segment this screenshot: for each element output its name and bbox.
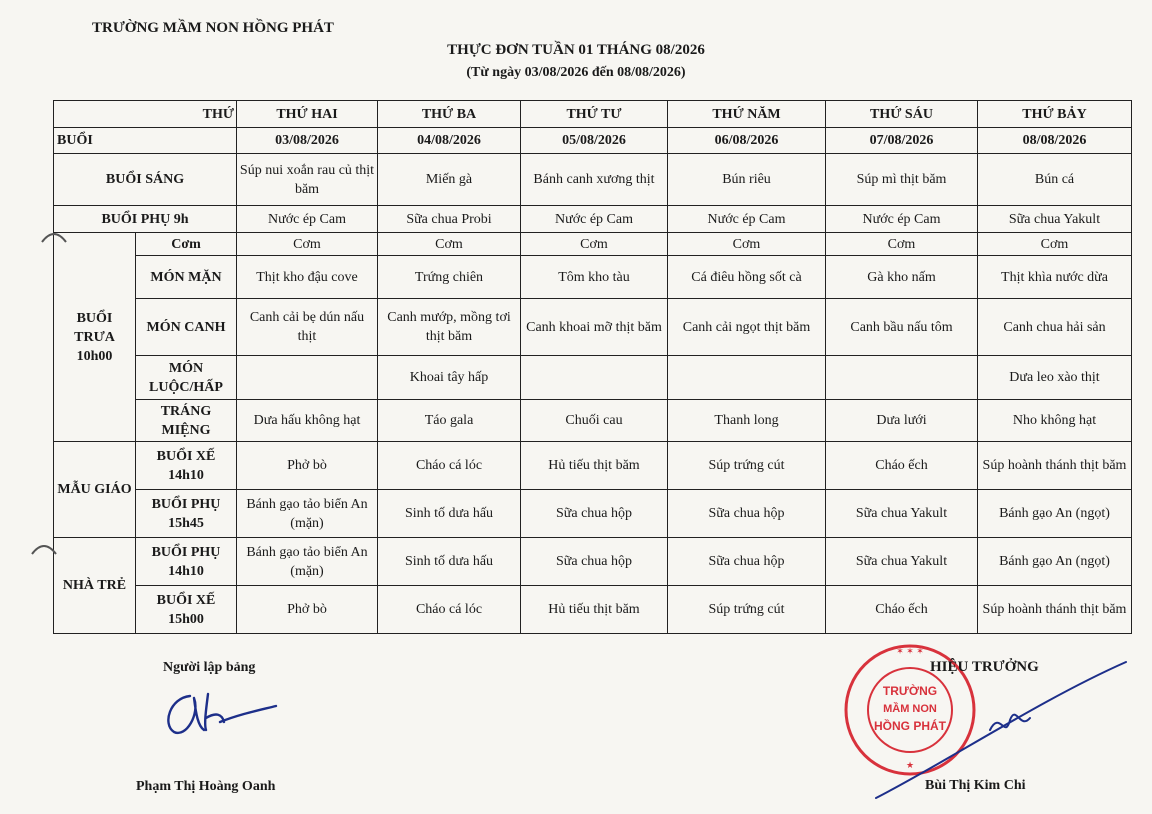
table-row xyxy=(54,256,1132,299)
menu-cell: Dưa leo xào thịt xyxy=(978,356,1132,400)
menu-cell: Canh bầu nấu tôm xyxy=(826,299,978,356)
menu-cell: Bánh gạo An (ngọt) xyxy=(978,538,1132,586)
table-row xyxy=(54,538,1132,586)
table-row xyxy=(54,442,1132,490)
table-row xyxy=(54,586,1132,634)
menu-cell: Canh khoai mỡ thịt băm xyxy=(521,299,668,356)
menu-cell: Dưa hấu không hạt xyxy=(237,400,378,442)
menu-cell: Bánh gạo tảo biển An (mặn) xyxy=(237,538,378,586)
row-label: BUỔI PHỤ 15h45 xyxy=(136,490,237,538)
row-label: MÓN CANH xyxy=(136,299,237,356)
svg-text:TRƯỜNG: TRƯỜNG xyxy=(882,684,938,698)
menu-cell: Bánh gạo An (ngọt) xyxy=(978,490,1132,538)
menu-cell: Nước ép Cam xyxy=(826,206,978,233)
row-label: MÓN LUỘC/HẤP xyxy=(136,356,237,400)
menu-cell: Súp hoành thánh thịt băm xyxy=(978,586,1132,634)
menu-cell: Khoai tây hấp xyxy=(378,356,521,400)
menu-cell: Canh chua hải sản xyxy=(978,299,1132,356)
menu-cell: Sữa chua Probi xyxy=(378,206,521,233)
menu-cell: Thanh long xyxy=(668,400,826,442)
menu-cell: Nước ép Cam xyxy=(521,206,668,233)
day-header: THỨ HAI xyxy=(237,101,378,128)
thu-header: THỨ xyxy=(54,101,237,128)
menu-cell: Gà kho nấm xyxy=(826,256,978,299)
menu-cell xyxy=(237,356,378,400)
group-label: BUỔI TRƯA 10h00 xyxy=(54,233,136,442)
date-header: 08/08/2026 xyxy=(978,128,1132,154)
menu-cell: Phở bò xyxy=(237,586,378,634)
menu-cell: Dưa lưới xyxy=(826,400,978,442)
header-date-row xyxy=(54,128,1132,154)
menu-cell: Sữa chua Yakult xyxy=(826,538,978,586)
menu-cell: Cháo ếch xyxy=(826,442,978,490)
menu-cell xyxy=(668,356,826,400)
table-row xyxy=(54,490,1132,538)
table-row xyxy=(54,356,1132,400)
day-header: THỨ TƯ xyxy=(521,101,668,128)
row-label: BUỔI XẾ 14h10 xyxy=(136,442,237,490)
menu-cell xyxy=(521,356,668,400)
preparer-label: Người lập bảng xyxy=(163,660,256,675)
page-subtitle: (Từ ngày 03/08/2026 đến 08/08/2026) xyxy=(466,65,686,80)
menu-cell: Súp trứng cút xyxy=(668,442,826,490)
group-label: NHÀ TRẺ xyxy=(54,538,136,634)
row-label: BUỔI XẾ 15h00 xyxy=(136,586,237,634)
menu-cell: Canh cải bẹ dún nấu thịt xyxy=(237,299,378,356)
menu-cell: Bánh canh xương thịt xyxy=(521,154,668,206)
row-label: BUỔI SÁNG xyxy=(54,154,237,206)
punch-hole-icon xyxy=(30,540,58,556)
menu-cell: Nước ép Cam xyxy=(237,206,378,233)
menu-cell: Cơm xyxy=(378,233,521,256)
date-header: 06/08/2026 xyxy=(668,128,826,154)
menu-table xyxy=(53,100,1132,634)
menu-cell: Phở bò xyxy=(237,442,378,490)
date-header: 03/08/2026 xyxy=(237,128,378,154)
menu-cell: Súp trứng cút xyxy=(668,586,826,634)
menu-cell: Cơm xyxy=(668,233,826,256)
menu-cell: Hủ tiếu thịt băm xyxy=(521,586,668,634)
menu-cell: Súp mì thịt băm xyxy=(826,154,978,206)
day-header: THỨ SÁU xyxy=(826,101,978,128)
menu-cell: Cơm xyxy=(826,233,978,256)
svg-text:★: ★ xyxy=(905,760,915,770)
menu-cell: Miến gà xyxy=(378,154,521,206)
menu-cell: Canh cải ngọt thịt băm xyxy=(668,299,826,356)
date-header: 04/08/2026 xyxy=(378,128,521,154)
row-label: BUỔI PHỤ 14h10 xyxy=(136,538,237,586)
menu-cell: Thịt khìa nước dừa xyxy=(978,256,1132,299)
day-header: THỨ NĂM xyxy=(668,101,826,128)
menu-cell: Bún riêu xyxy=(668,154,826,206)
principal-name: Bùi Thị Kim Chi xyxy=(925,778,1026,793)
day-header: THỨ BẢY xyxy=(978,101,1132,128)
menu-cell: Sữa chua Yakult xyxy=(978,206,1132,233)
menu-cell: Sữa chua hộp xyxy=(521,538,668,586)
menu-cell: Sinh tố dưa hấu xyxy=(378,538,521,586)
menu-cell: Sữa chua hộp xyxy=(521,490,668,538)
menu-cell: Sữa chua Yakult xyxy=(826,490,978,538)
menu-cell: Cơm xyxy=(978,233,1132,256)
menu-cell: Tôm kho tàu xyxy=(521,256,668,299)
svg-text:MẦM NON: MẦM NON xyxy=(883,703,937,715)
menu-cell: Súp hoành thánh thịt băm xyxy=(978,442,1132,490)
page-title: THỰC ĐƠN TUẦN 01 THÁNG 08/2026 xyxy=(447,42,705,58)
menu-cell: Cháo cá lóc xyxy=(378,586,521,634)
row-label: BUỔI PHỤ 9h xyxy=(54,206,237,233)
table-row xyxy=(54,299,1132,356)
preparer-signature xyxy=(160,684,280,744)
buoi-header: BUỔI xyxy=(54,128,237,154)
row-label: Cơm xyxy=(136,233,237,256)
school-name: TRƯỜNG MẦM NON HỒNG PHÁT xyxy=(92,20,334,36)
principal-label: HIỆU TRƯỞNG xyxy=(930,659,1039,675)
row-label: MÓN MẶN xyxy=(136,256,237,299)
menu-cell: Cơm xyxy=(237,233,378,256)
table-row xyxy=(54,400,1132,442)
menu-cell: Cháo ếch xyxy=(826,586,978,634)
menu-cell: Nho không hạt xyxy=(978,400,1132,442)
group-label: MẪU GIÁO xyxy=(54,442,136,538)
menu-cell: Táo gala xyxy=(378,400,521,442)
menu-cell: Bún cá xyxy=(978,154,1132,206)
table-row xyxy=(54,154,1132,206)
menu-cell: Hủ tiếu thịt băm xyxy=(521,442,668,490)
menu-cell: Cơm xyxy=(521,233,668,256)
menu-cell: Trứng chiên xyxy=(378,256,521,299)
day-header: THỨ BA xyxy=(378,101,521,128)
menu-cell: Súp nui xoắn rau củ thịt băm xyxy=(237,154,378,206)
menu-cell: Cá điêu hồng sốt cà xyxy=(668,256,826,299)
menu-cell: Sữa chua hộp xyxy=(668,490,826,538)
menu-cell: Thịt kho đậu cove xyxy=(237,256,378,299)
table-row xyxy=(54,233,1132,256)
menu-cell xyxy=(826,356,978,400)
date-header: 07/08/2026 xyxy=(826,128,978,154)
table-row xyxy=(54,206,1132,233)
svg-text:✶ ✶ ✶: ✶ ✶ ✶ xyxy=(896,646,924,656)
menu-cell: Chuối cau xyxy=(521,400,668,442)
menu-cell: Bánh gạo tảo biển An (mặn) xyxy=(237,490,378,538)
menu-cell: Cháo cá lóc xyxy=(378,442,521,490)
svg-text:HỒNG PHÁT: HỒNG PHÁT xyxy=(874,719,946,733)
header-day-row xyxy=(54,101,1132,128)
menu-cell: Nước ép Cam xyxy=(668,206,826,233)
punch-hole-icon xyxy=(40,228,68,244)
row-label: TRÁNG MIỆNG xyxy=(136,400,237,442)
menu-cell: Canh mướp, mồng tơi thịt băm xyxy=(378,299,521,356)
date-header: 05/08/2026 xyxy=(521,128,668,154)
menu-cell: Sinh tố dưa hấu xyxy=(378,490,521,538)
menu-cell: Sữa chua hộp xyxy=(668,538,826,586)
preparer-name: Phạm Thị Hoàng Oanh xyxy=(136,779,276,794)
